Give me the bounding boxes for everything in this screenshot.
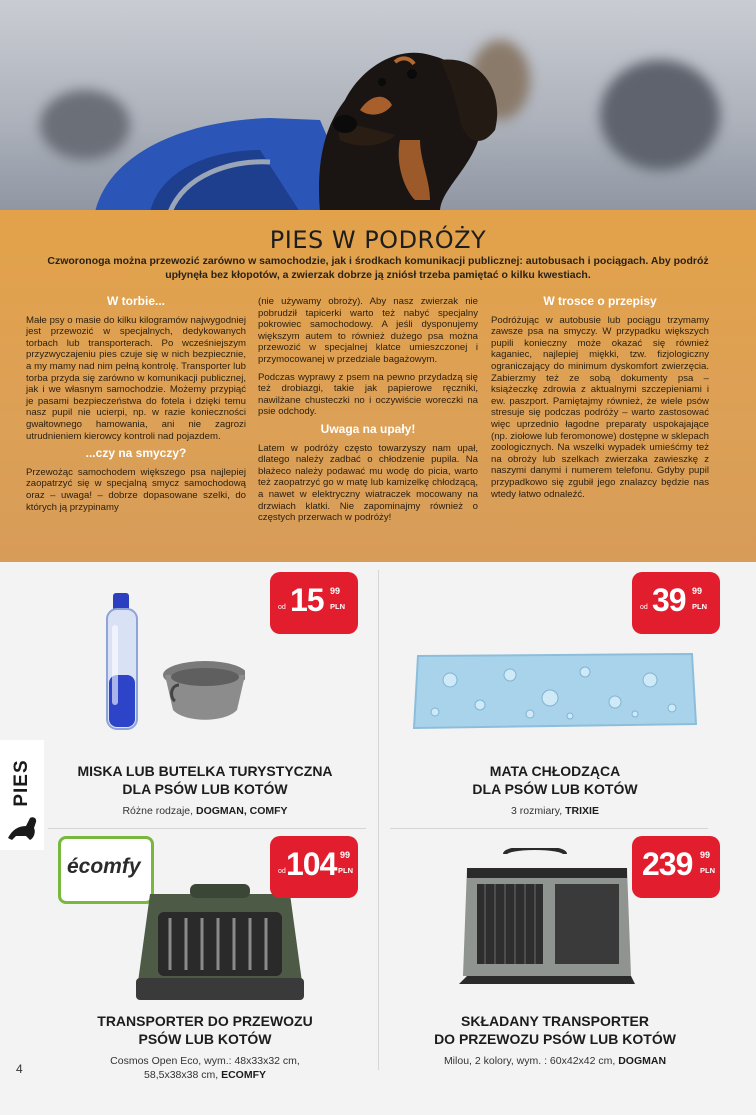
folding-carrier-illustration: [455, 848, 640, 988]
price-cents: 99: [700, 850, 711, 860]
price-value: 239: [642, 846, 693, 882]
grid-divider-horizontal-right: [390, 828, 708, 829]
paragraph: Małe psy o masie do kilku kilogramów najwygodniej jest przewozić w specjalnych, dedykowanych torbach lub transporterach. Po wcześniejszym przyzwyczajeniu pies czuje się w nich bezpiecznie, a my mamy nad nim pełną kontrolę. Transporter lub torba przyda się zarówno w komunikacji publicznej, jak i we własnym samochodzie. Możemy przypiąć je pasami bezpieczeństwa do fotela i dzięki temu nasz pupil nie ucierpi, np. w razie konieczności gwałtownego hamowania, ani nie zagrozi utrudnieniem kierowcy kontroli nad pojazdem.: [26, 314, 246, 442]
price-badge: [270, 836, 358, 898]
section-heading-heat: Uwaga na upały!: [320, 421, 416, 436]
price-value: 39: [652, 582, 686, 618]
category-tab-label: PIES: [11, 759, 32, 807]
grid-divider-horizontal-left: [48, 828, 366, 829]
product-title: [390, 762, 720, 798]
logo-text: écomfy: [67, 855, 141, 878]
price-value: 104: [286, 846, 337, 882]
price-value: 15: [290, 582, 324, 618]
product-description: [40, 1054, 370, 1082]
dog-silhouette-icon: [6, 812, 40, 842]
product-description: [390, 1054, 720, 1068]
product-description: [40, 804, 370, 818]
section-heading-leash: ...czy na smyczy?: [85, 446, 187, 461]
price-currency: PLN: [692, 602, 707, 611]
paragraph: (nie używamy obroży). Aby nasz zwierzak nie pobrudził tapicerki warto też nabyć specjalny pokrowiec samochodowy. A jeśli dysponujemy większym autem to również dużego psa można przewozić w specjalnej klatce umieszczonej i przymocowanej w przedziale bagażowym.: [258, 296, 478, 365]
product-desc-text: Milou, 2 kolory, wym. : 60x42x42 cm,: [443, 1055, 619, 1067]
article-intro: Czworonoga można przewozić zarówno w samochodzie, jak i środkach komunikacji publicznej: autobusach i pociągach. Aby podróż upłynęła bez kłopotów, a zwierzak dobrze ją zniósł trzeba pamiętać o kilku kwestiach.: [47, 255, 709, 281]
bottle-and-bowl-illustration: [95, 585, 245, 745]
price-currency: PLN: [330, 602, 345, 611]
product-title: [390, 1012, 720, 1048]
page-number: 4: [16, 1062, 23, 1076]
product-description: [390, 804, 720, 818]
article-column-1: [26, 296, 246, 519]
product-title-line: MATA CHŁODZĄCA: [489, 763, 621, 779]
article-column-3: [491, 296, 709, 506]
paragraph: Podróżując w autobusie lub pociągu trzymamy zawsze psa na smyczy. W przypadku większych pupili konieczny może okazać się również kaganiec, najlepiej miękki, tzw. fizjologiczny ograniczający do minimum dyskomfort zwierzęcia. Zabierzmy też ze sobą dokumenty psa – książeczkę zdrowia z aktualnymi szczepieniami i ew. paszport. Pamiętajmy również, że wiele psów stresuje się podczas podróży – warto zastosować więc uprzednio łagodne preparaty uspokajające (np. ziołowe lub feromonowe) dostępne w sklepach zoologicznych. Na wszelki wypadek umieśćmy też na obroży lub szelkach zwierzaka zawieszkę z naszymi danymi i numerem telefonu. Gdyby pupil przypadkowo się zgubił jego znalazcy będzie nas wtedy łatwo odnaleźć.: [491, 314, 709, 500]
price-badge: [270, 572, 358, 634]
price-badge: [632, 836, 720, 898]
price-cents: 99: [692, 586, 703, 596]
product-desc-text: 58,5x38x38 cm,: [144, 1069, 222, 1081]
price-currency: PLN: [700, 866, 715, 875]
price-cents: 99: [340, 850, 351, 860]
product-desc-line: [40, 1068, 370, 1082]
product-desc-text: Cosmos Open Eco, wym.: 48x33x32 cm,: [110, 1055, 300, 1067]
price-currency: PLN: [338, 866, 353, 875]
price-cents: 99: [330, 586, 341, 596]
price-prefix: od: [640, 604, 648, 611]
product-brand: TRIXIE: [565, 805, 599, 817]
product-title-line: DO PRZEWOZU PSÓW LUB KOTÓW: [434, 1031, 676, 1047]
product-desc-text: Różne rodzaje,: [122, 805, 196, 817]
product-title-line: MISKA LUB BUTELKA TURYSTYCZNA: [77, 763, 333, 779]
article-headline: PIES W PODRÓŻY: [269, 226, 487, 254]
product-title-line: DLA PSÓW LUB KOTÓW: [472, 781, 638, 797]
hero-photo: [0, 0, 756, 212]
paragraph: Latem w podróży często towarzyszy nam upał, dlatego należy zadbać o chłodzenie pupila. Na błażeco należy podawać mu wodę do picia, warto też zaopatrzyć go w matę lub kamizelkę chłodzącą, a nawet w elektryczny wiatraczek mocowany na drzwiach klatki. Nie zapominajmy również o częstych przerwach w podróży!: [258, 442, 478, 524]
product-title-line: TRANSPORTER DO PRZEWOZU: [97, 1013, 313, 1029]
price-prefix: od: [278, 868, 286, 875]
price-prefix: od: [278, 604, 286, 611]
cooling-mat-illustration: [410, 650, 700, 732]
product-title-line: DLA PSÓW LUB KOTÓW: [122, 781, 288, 797]
plastic-carrier-illustration: [130, 882, 310, 1004]
product-brand: DOGMAN: [618, 1055, 667, 1067]
price-badge: [632, 572, 720, 634]
product-brand: DOGMAN, COMFY: [195, 805, 288, 817]
section-heading-bag: W torbie...: [107, 294, 165, 308]
product-title: [40, 1012, 370, 1048]
section-heading-rules: W trosce o przepisy: [543, 294, 657, 308]
product-desc-text: 3 rozmiary,: [511, 805, 566, 817]
product-title-line: SKŁADANY TRANSPORTER: [461, 1013, 649, 1029]
grid-divider-vertical: [378, 570, 379, 1070]
paragraph: Przewożąc samochodem większego psa najlepiej zaopatrzyć się w specjalną smycz samochodową oraz – uwaga! – dobrze dopasowane szelki, do których ją przypinamy: [26, 466, 246, 513]
article-column-2: [258, 296, 478, 530]
product-title: [40, 762, 370, 798]
product-brand: ECOMFY: [221, 1069, 266, 1081]
paragraph: Podczas wyprawy z psem na pewno przydadzą się też drobiazgi, takie jak papierowe ręczniki, nawilżane chusteczki no i oczywiście woreczki na psie odchody.: [258, 371, 478, 418]
product-title-line: PSÓW LUB KOTÓW: [138, 1031, 272, 1047]
dachshund-in-bag-illustration: [0, 0, 756, 212]
